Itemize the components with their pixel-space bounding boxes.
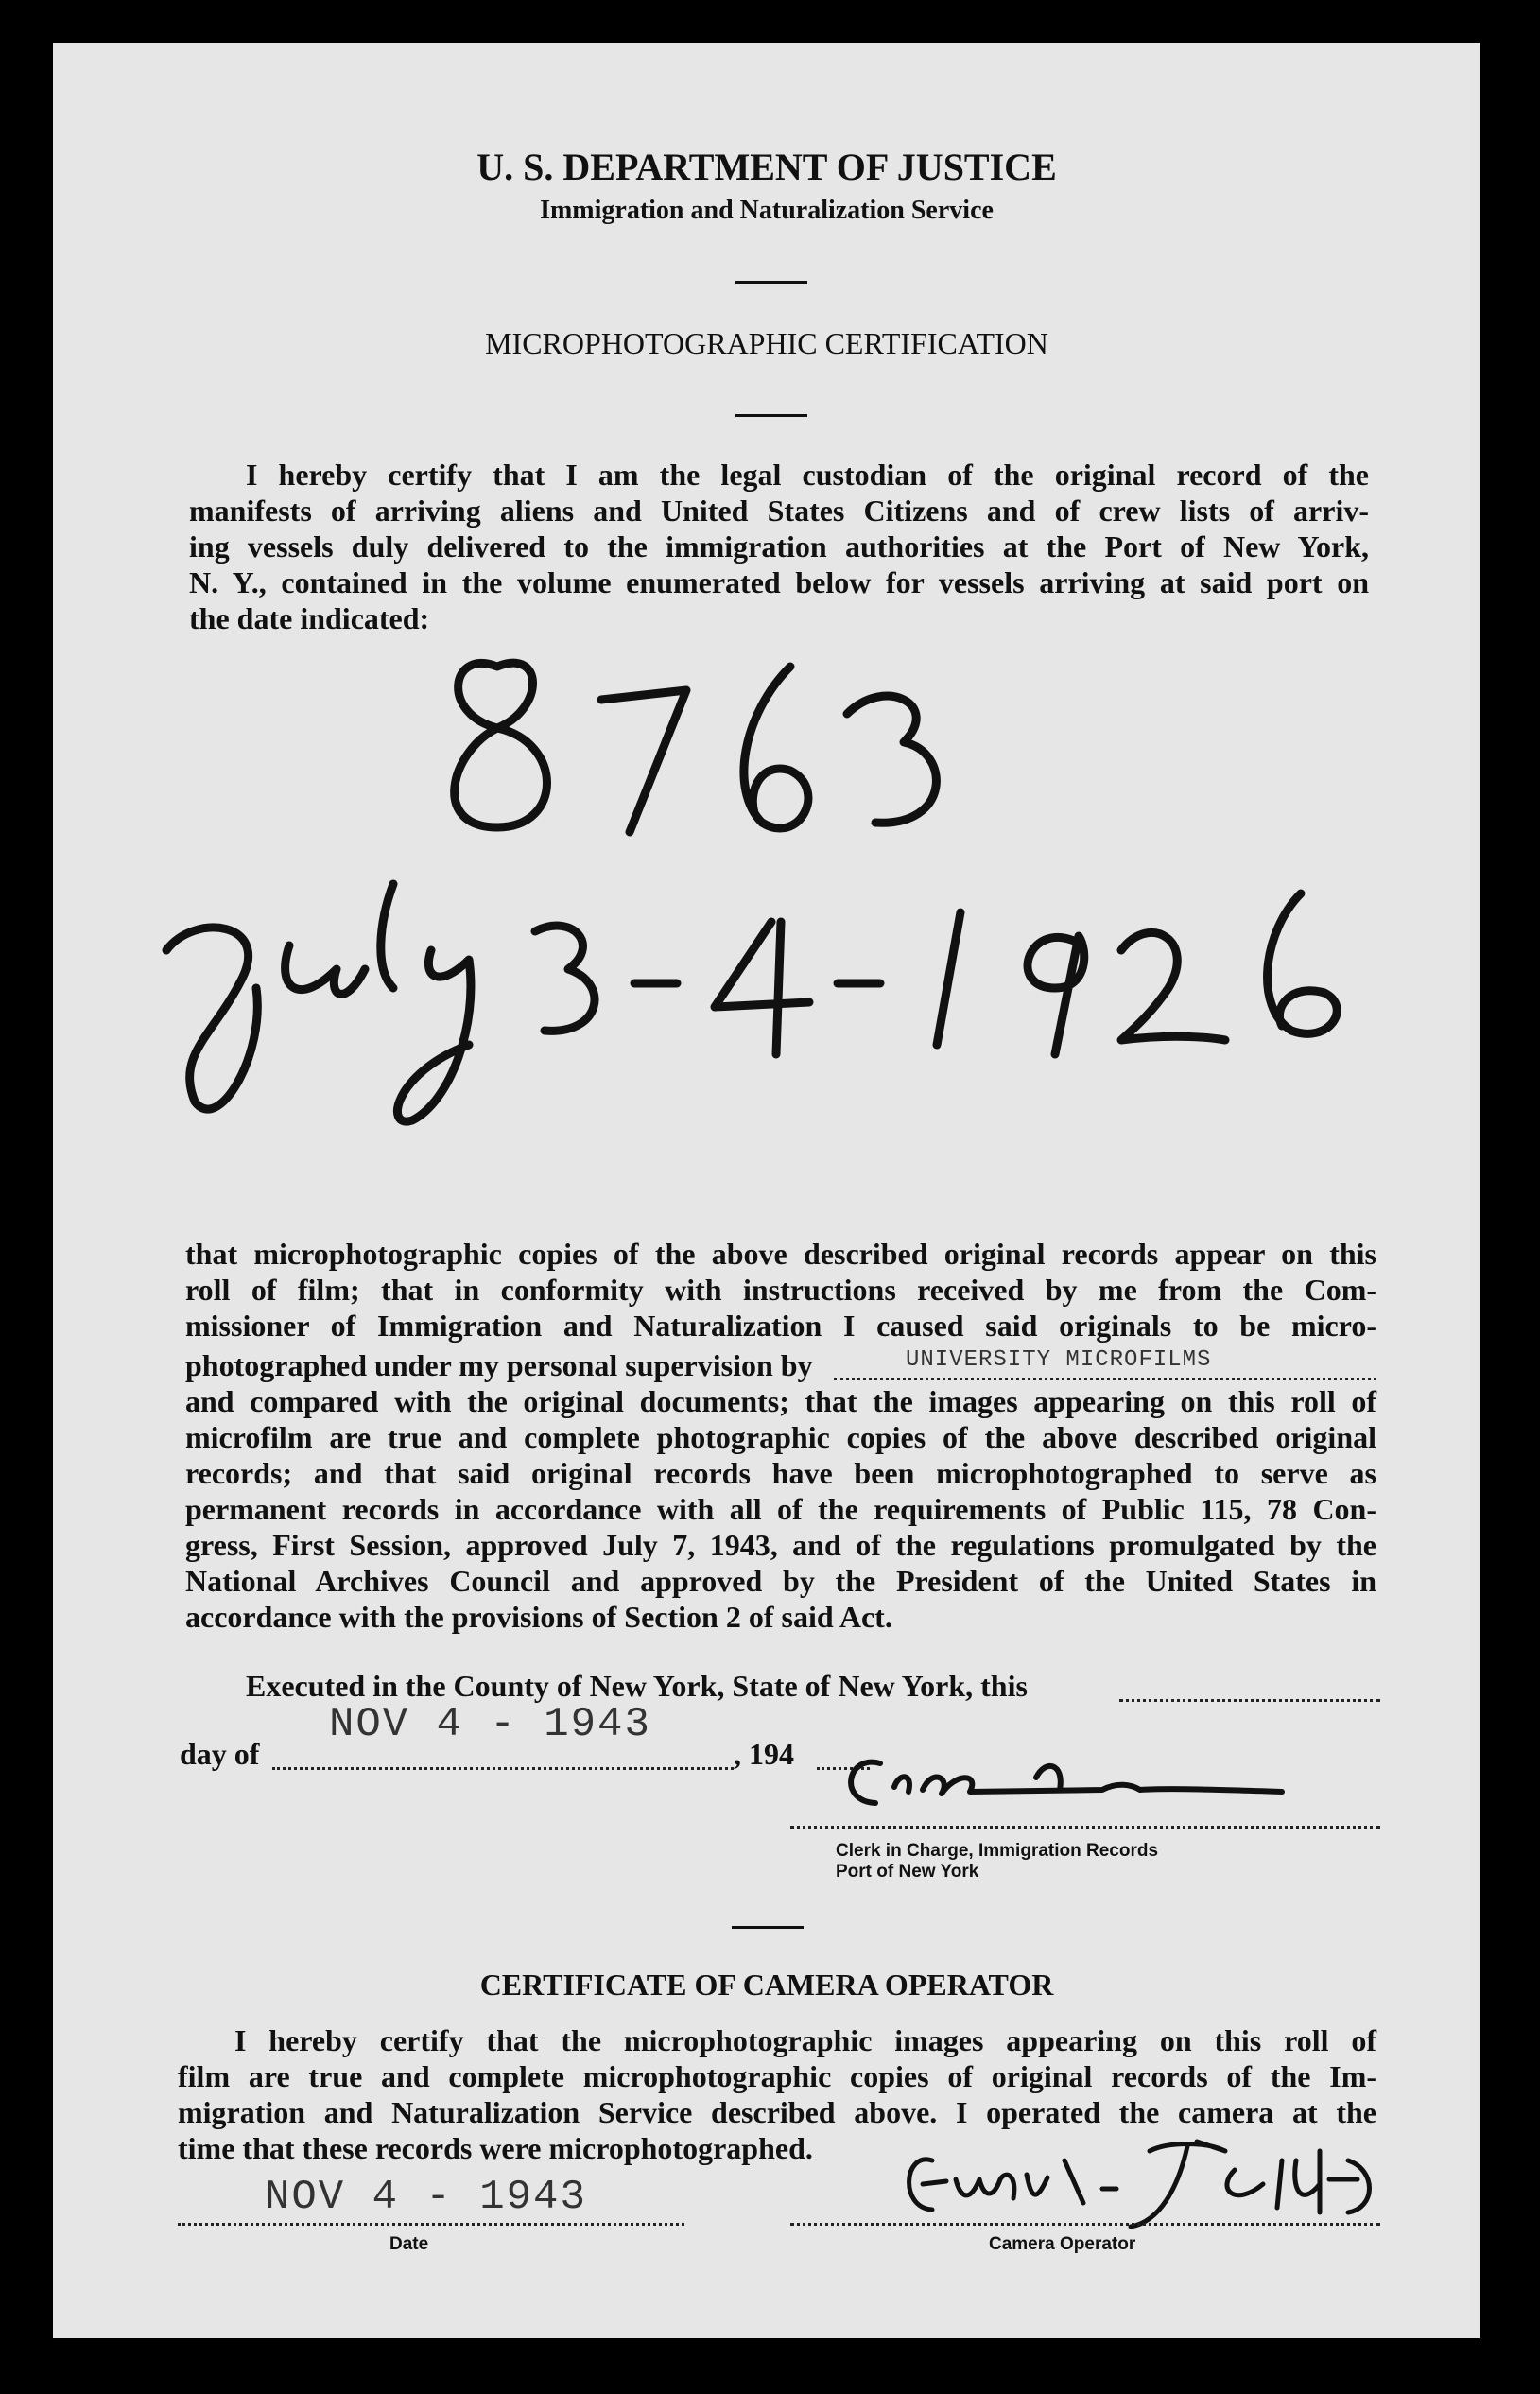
body-line: permanent records in accordance with all of the requirements of Public 115, 78 Con- [185, 1492, 1376, 1526]
intro-line: the date indicated: [189, 601, 430, 635]
divider [732, 1926, 804, 1929]
handwriting-stroke [455, 663, 547, 827]
handwriting-stroke [744, 667, 808, 828]
handwriting-stroke [286, 945, 365, 994]
intro-line: manifests of arriving aliens and United States Citizens and of crew lists of arriv- [189, 494, 1369, 528]
day-dotted-line [272, 1767, 734, 1770]
department-heading: U. S. DEPARTMENT OF JUSTICE [476, 146, 1057, 188]
handwriting-stroke [715, 922, 809, 1054]
body-line: accordance with the provisions of Section 2 of said Act. [185, 1600, 892, 1634]
handwriting-stroke [166, 928, 257, 1109]
certification-title: MICROPHOTOGRAPHIC CERTIFICATION [485, 326, 1048, 360]
divider [735, 414, 807, 417]
body-line: microfilm are true and complete photographic copies of the above described original [185, 1420, 1376, 1454]
operator-signature [790, 2132, 1386, 2236]
supervisor-dotted-line [834, 1378, 1376, 1380]
body-line: missioner of Immigration and Naturalization I caused said originals to be micro- [185, 1309, 1376, 1343]
clerk-title: Clerk in Charge, Immigration Records [836, 1841, 1159, 1861]
intro-line: N. Y., contained in the volume enumerated below for vessels arriving at said port on [189, 565, 1369, 599]
handwriting-stroke [1121, 932, 1225, 1040]
microfilmer-stamp: UNIVERSITY MICROFILMS [906, 1347, 1212, 1373]
handwritten-entry [53, 610, 1480, 1177]
operator-label: Camera Operator [989, 2234, 1136, 2254]
intro-line: ing vessels duly delivered to the immigration authorities at the Port of New York, [189, 529, 1369, 564]
date-label: Date [389, 2234, 429, 2254]
clerk-signature-line [790, 1826, 1380, 1829]
body-line: that microphotographic copies of the above described original records appear on this [185, 1237, 1376, 1271]
handwriting-stroke [601, 690, 686, 832]
year-prefix: , 194 [734, 1737, 794, 1771]
camera-date-stamp: NOV 4 - 1943 [265, 2174, 587, 2221]
operator-signature-line [790, 2223, 1380, 2226]
intro-line: I hereby certify that I am the legal custodian of the original record of the [246, 458, 1369, 492]
handwriting-stroke [535, 926, 595, 1031]
camera-line: I hereby certify that the microphotographic images appearing on this roll of [234, 2023, 1376, 2057]
camera-line: time that these records were microphotographed. [178, 2131, 813, 2165]
date-dotted-line [178, 2223, 684, 2226]
camera-line: migration and Naturalization Service described above. I operated the camera at the [178, 2095, 1376, 2129]
executed-date-stamp: NOV 4 - 1943 [329, 1701, 651, 1748]
body-line: and compared with the original documents; that the images appearing on this roll of [185, 1384, 1376, 1418]
camera-certificate-title: CERTIFICATE OF CAMERA OPERATOR [479, 1968, 1054, 2002]
clerk-port: Port of New York [836, 1862, 979, 1882]
handwriting-stroke [397, 950, 470, 1121]
handwriting-stroke [381, 884, 393, 988]
signature-stroke [851, 1762, 1282, 1803]
handwriting-stroke [1268, 893, 1338, 1033]
executed-dotted-line [1119, 1699, 1380, 1702]
body-line: photographed under my personal supervision by [185, 1348, 813, 1382]
signature-stroke [909, 2142, 1370, 2227]
service-subheading: Immigration and Naturalization Service [540, 196, 994, 225]
body-line: roll of film; that in conformity with instructions received by me from the Com- [185, 1273, 1376, 1307]
handwriting-stroke [1028, 936, 1084, 1054]
clerk-signature [790, 1735, 1386, 1820]
handwriting-stroke [847, 696, 936, 823]
executed-text: Executed in the County of New York, State of New York, this [246, 1669, 1028, 1703]
divider [735, 281, 807, 284]
certificate-page [53, 43, 1480, 2338]
body-line: National Archives Council and approved by the President of the United States in [185, 1564, 1376, 1598]
handwriting-stroke [937, 912, 960, 1045]
camera-line: film are true and complete microphotographic copies of original records of the Im- [178, 2059, 1376, 2093]
body-line: records; and that said original records have been microphotographed to serve as [185, 1456, 1376, 1490]
body-line: gress, First Session, approved July 7, 1943, and of the regulations promulgated by the [185, 1528, 1376, 1562]
day-of-label: day of [180, 1737, 260, 1771]
